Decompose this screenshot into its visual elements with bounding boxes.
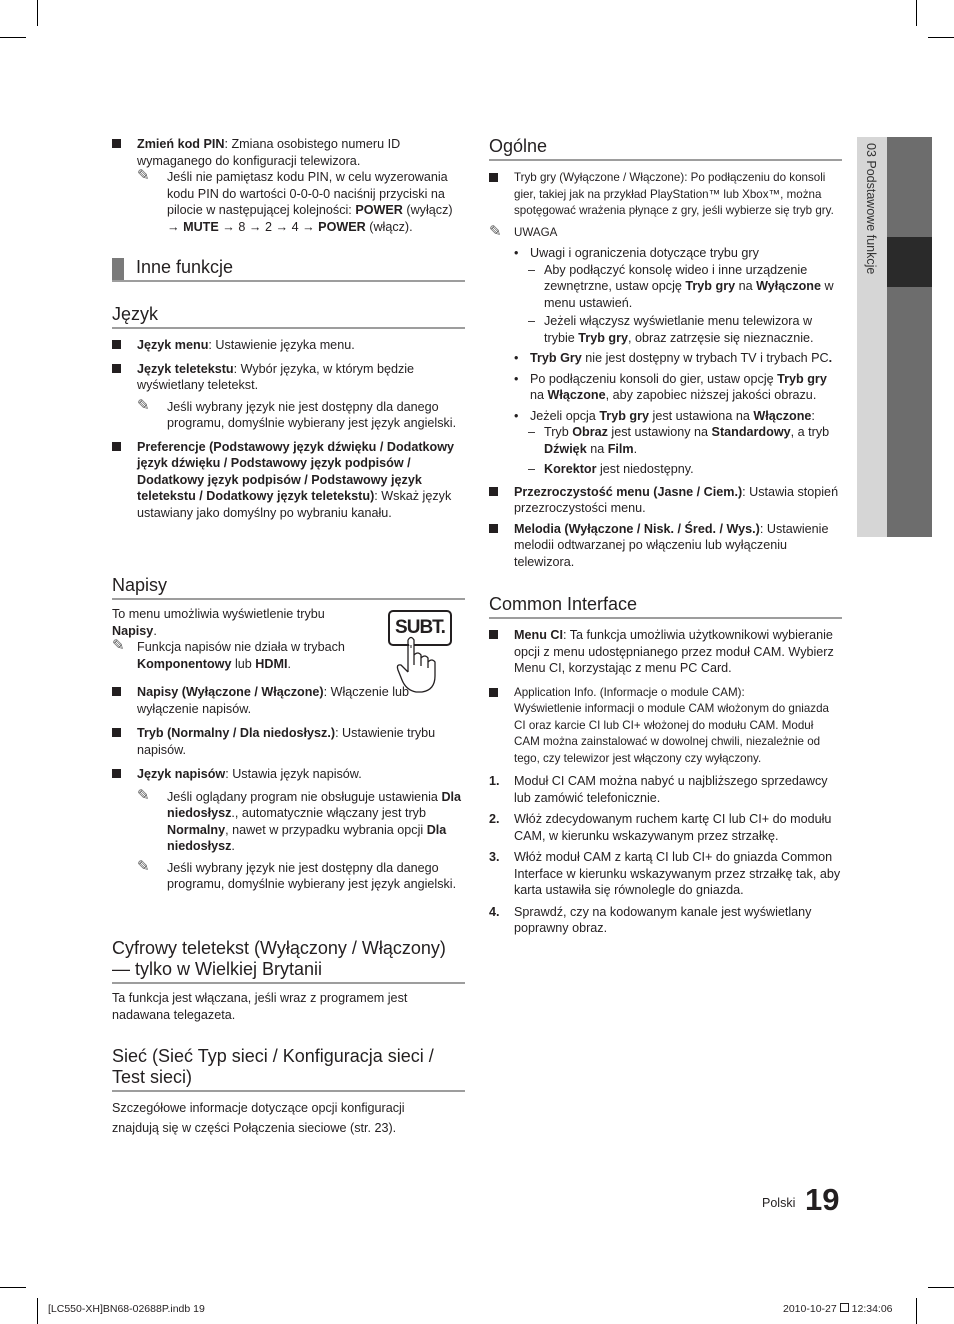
- list-item: Napisy (Wyłączone / Włączone): Włączenie lub wyłączenie napisów.: [112, 684, 465, 717]
- section-title: Napisy: [112, 575, 465, 600]
- section-title: Common Interface: [489, 594, 842, 619]
- pencil-icon: ✎: [112, 637, 125, 654]
- bullet-item: • Po podłączeniu konsoli do gier, ustaw opcję Tryb gry na Włączone, aby zapobiec niższej jakości obrazu.: [514, 371, 827, 402]
- note: ✎ UWAGA: [489, 222, 558, 240]
- list-item: Tryb (Normalny / Dla niedosłysz.): Ustawienie trybu napisów.: [112, 725, 465, 758]
- section-title: Ogólne: [489, 136, 842, 161]
- section-title: Język: [112, 304, 465, 329]
- dash-item: – Tryb Obraz jest ustawiony na Standardowy, a tryb Dźwięk na Film.: [528, 425, 830, 456]
- list-item: Menu CI: Ta funkcja umożliwia użytkownikowi wybieranie opcji z menu udostępnianego przez moduł CAM. Wybierz Menu CI, korzystając z menu PC Card.: [489, 627, 842, 677]
- bullet-item: • Jeżeli opcja Tryb gry jest ustawiona na Włączone:: [514, 408, 815, 423]
- list-item: Język menu: Ustawienie języka menu.: [112, 337, 465, 354]
- list-item: Application Info. (Informacje o module CAM): Wyświetlenie informacji o module CAM włożonym do gniazda CI oraz karcie CI lub CI+ włożonej do modułu CAM. Moduł CAM można zainstalować w dowolnej chwili, niezależnie od tego, czy telewizor jest włączony czy wyłączony.: [489, 685, 842, 768]
- list-item: Język teletekstu: Wybór języka, w którym będzie wyświetlany teletekst.: [112, 361, 465, 394]
- crop-mark: [0, 37, 26, 38]
- side-tab-label: 03 Podstawowe funkcje: [864, 143, 878, 275]
- side-tab-marker: [887, 237, 932, 287]
- step-item: 2. Włóż zdecydowanym ruchem kartę CI lub CI+ do modułu CAM, w kierunku wskazywanym przez strzałkę.: [489, 812, 832, 843]
- list-item: Język napisów: Ustawia język napisów.: [112, 766, 465, 783]
- crop-mark: [37, 0, 38, 26]
- footer-file: [LC550-XH]BN68-02688P.indb 19: [48, 1303, 205, 1315]
- note: ✎ Jeśli nie pamiętasz kodu PIN, w celu wyzerowania kodu PIN do wartości 0-0-0-0 naciśnij przyciski na pilocie w następującej kolejności: POWER (wyłącz) → MUTE → 8 → 2 → 4 → POWER (włącz).: [137, 167, 453, 234]
- section-title: Sieć (Sieć Typ sieci / Konfiguracja sieci / Test sieci): [112, 1046, 465, 1092]
- list-item: Melodia (Wyłączone / Nisk. / Śred. / Wys.): Ustawienie melodii odtwarzanej po włączeniu lub wyłączeniu telewizora.: [489, 521, 842, 571]
- step-item: 3. Włóż moduł CAM z kartą CI lub CI+ do gniazda Common Interface w kierunku wskazywanym przez strzałkę tak, aby karta ustawiła się równolegle do gniazda.: [489, 850, 841, 897]
- dash-item: – Aby podłączyć konsolę wideo i inne urządzenie zewnętrzne, ustaw opcję Tryb gry na Wyłączone w menu ustawień.: [528, 262, 834, 310]
- dash-item: – Jeżeli włączysz wyświetlanie menu telewizora w trybie Tryb gry, obraz zatrzęsie się nieznacznie.: [528, 314, 814, 345]
- note: ✎ Funkcja napisów nie działa w trybach Komponentowy lub HDMI.: [112, 637, 345, 671]
- pencil-icon: ✎: [137, 786, 150, 804]
- crop-mark: [928, 1287, 954, 1288]
- side-tab-dark: [887, 137, 932, 537]
- list-item: Przezroczystość menu (Jasne / Ciem.): Ustawia stopień przezroczystości menu.: [489, 484, 842, 517]
- list-item: Zmień kod PIN: Zmiana osobistego numeru ID wymaganego do konfiguracji telewizora.: [112, 136, 465, 169]
- dash-item: – Korektor jest niedostępny.: [528, 462, 694, 476]
- section-title: Cyfrowy teletekst (Wyłączony / Włączony) — tylko w Wielkiej Brytanii: [112, 938, 465, 984]
- crop-mark: [928, 37, 954, 38]
- pencil-icon: ✎: [137, 167, 150, 184]
- napisy-intro: [112, 606, 372, 672]
- bullet-item: • Uwagi i ograniczenia dotyczące trybu gry: [514, 246, 759, 260]
- subt-button: SUBT.: [388, 610, 452, 646]
- bullet-item: • Tryb Gry nie jest dostępny w trybach TV i trybach PC.: [514, 351, 833, 365]
- footer-timestamp: 2010-10-27 12:34:06: [783, 1303, 893, 1315]
- pencil-icon: ✎: [137, 396, 150, 414]
- body-text: Ta funkcja jest włączana, jeśli wraz z programem jest nadawana telegazeta.: [112, 991, 408, 1022]
- crop-mark: [916, 0, 917, 26]
- crop-mark: [0, 1287, 26, 1288]
- note: ✎ Jeśli wybrany język nie jest dostępny dla danego programu, domyślnie wybierany jest język angielski.: [137, 857, 457, 891]
- step-item: 4. Sprawdź, czy na kodowanym kanale jest wyświetlany poprawny obraz.: [489, 904, 812, 935]
- subt-button-illustration: [386, 610, 454, 695]
- list-item: Preferencje (Podstawowy język dźwięku / Dodatkowy język dźwięku / Podstawowy język podpisów / Dodatkowy język podpisów / Podstawowy język teletekstu / Dodatkowy język teletekstu): Wskaż język ustawiany jako domyślny po wybraniu kanału.: [112, 439, 465, 522]
- intro-text: To menu umożliwia wyświetlenie trybu Napisy.: [112, 607, 325, 638]
- list-item: Tryb gry (Wyłączone / Włączone): Po podłączeniu do konsoli gier, takiej jak na przykład PlayStation™ lub Xbox™, można spotęgować wrażenia płynące z gry, jeśli wybierze się tryb gry.: [489, 170, 842, 220]
- ogolne-list: [489, 170, 842, 570]
- crop-mark: [916, 1298, 917, 1324]
- ci-list: [489, 627, 842, 937]
- pencil-icon: ✎: [137, 857, 150, 875]
- note: ✎ Jeśli oglądany program nie obsługuje ustawienia Dla niedosłysz., automatycznie włączany jest tryb Normalny, nawet w przypadku wybrania opcji Dla niedosłysz.: [137, 786, 462, 853]
- left-column: [112, 136, 465, 235]
- step-item: 1. Moduł CI CAM można nabyć u najbliższego sprzedawcy lub zamówić telefonicznie.: [489, 774, 828, 805]
- pencil-icon: ✎: [489, 222, 502, 240]
- crop-mark: [37, 1298, 38, 1324]
- body-text: Szczegółowe informacje dotyczące opcji konfiguracji znajdują się w części Połączenia sieciowe (str. 23).: [112, 1101, 405, 1135]
- note: ✎ Jeśli wybrany język nie jest dostępny dla danego programu, domyślnie wybierany jest język angielski.: [137, 396, 457, 430]
- section-title: Inne funkcje: [112, 257, 465, 282]
- napisy-list: [112, 684, 465, 893]
- jezyk-list: [112, 337, 465, 521]
- hand-icon: [386, 610, 454, 695]
- footer-language: Polski: [762, 1196, 796, 1210]
- page-number: 19: [805, 1182, 840, 1217]
- clock-icon: [840, 1303, 849, 1312]
